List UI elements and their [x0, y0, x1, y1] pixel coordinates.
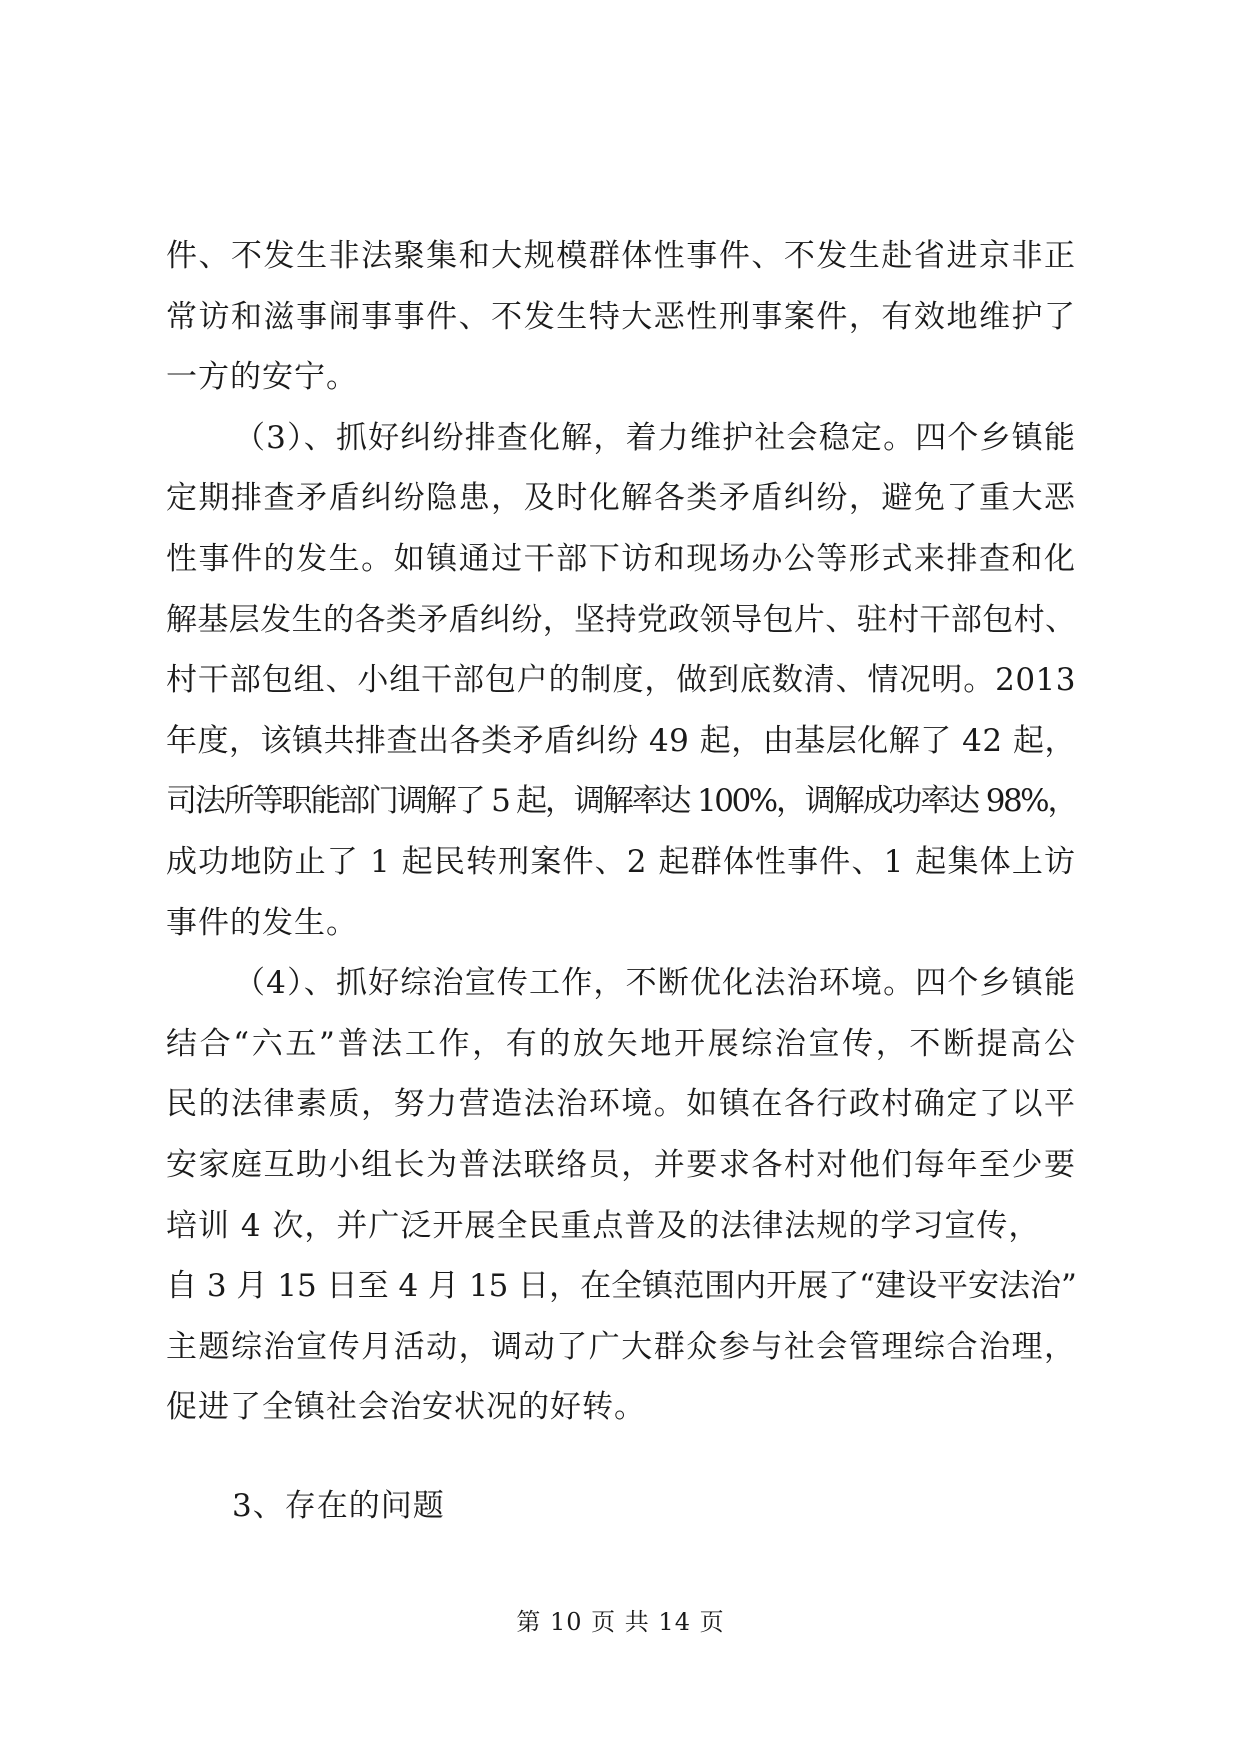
text-line: 结合“六五”普法工作，有的放矢地开展综治宣传，不断提高公 [166, 1025, 1076, 1062]
text-line: 村干部包组、小组干部包户的制度，做到底数清、情况明。2013 [166, 662, 1076, 699]
text-line: 年度，该镇共排查出各类矛盾纠纷 49 起，由基层化解了 42 起， [166, 722, 1076, 759]
text-line: 自 3 月 15 日至 4 月 15 日，在全镇范围内开展了“建设平安法治” [166, 1268, 1077, 1305]
text-line: 安家庭互助小组长为普法联络员，并要求各村对他们每年至少要 [166, 1146, 1076, 1183]
text-line: 司法所等职能部门调解了 5 起，调解率达 100%，调解成功率达 98%， [166, 783, 1076, 820]
text-line: 解基层发生的各类矛盾纠纷，坚持党政领导包片、驻村干部包村、 [166, 601, 1076, 638]
text-line: 民的法律素质，努力营造法治环境。如镇在各行政村确定了以平 [166, 1086, 1076, 1123]
text-line: 定期排查矛盾纠纷隐患，及时化解各类矛盾纠纷，避免了重大恶 [166, 480, 1076, 517]
text-line: 常访和滋事闹事事件、不发生特大恶性刑事案件，有效地维护了 [166, 298, 1076, 335]
text-line: 事件的发生。 [166, 904, 358, 941]
document-body [166, 226, 1076, 1438]
text-line: 一方的安宁。 [166, 359, 358, 396]
page-number-footer: 第 10 页 共 14 页 [516, 1608, 725, 1636]
text-line: 件、不发生非法聚集和大规模群体性事件、不发生赴省进京非正 [166, 238, 1076, 274]
paragraph-3-start: （3）、抓好纠纷排查化解，着力维护社会稳定。四个乡镇能 [234, 419, 1076, 456]
text-line: 促进了全镇社会治安状况的好转。 [166, 1389, 646, 1426]
text-line: 成功地防止了 1 起民转刑案件、2 起群体性事件、1 起集体上访 [166, 843, 1076, 880]
text-line: 培训 4 次，并广泛开展全民重点普及的法律法规的学习宣传， [166, 1207, 1041, 1244]
text-line: 主题综治宣传月活动，调动了广大群众参与社会管理综合治理， [166, 1328, 1076, 1365]
paragraph-4-start: （4）、抓好综治宣传工作，不断优化法治环境。四个乡镇能 [234, 965, 1076, 1002]
section-heading: 3、存在的问题 [232, 1488, 445, 1524]
text-line: 性事件的发生。如镇通过干部下访和现场办公等形式来排查和化 [166, 540, 1076, 577]
